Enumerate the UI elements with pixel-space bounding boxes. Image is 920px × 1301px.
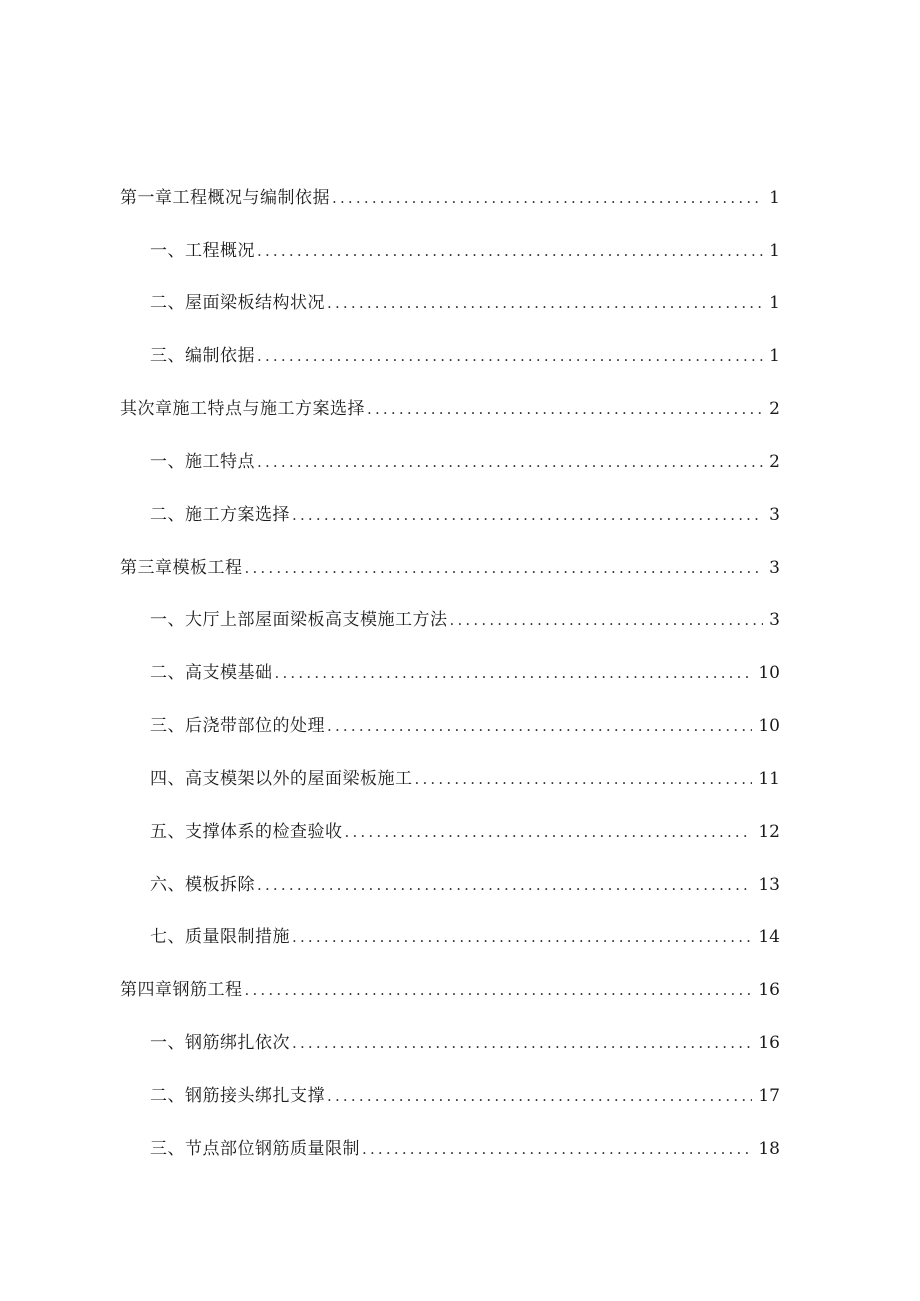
toc-entry-page: 13 [758, 875, 780, 895]
toc-entry[interactable] [120, 184, 780, 212]
toc-dot-leader [327, 712, 752, 740]
toc-entry-title: 一、大厅上部屋面梁板高支模施工方法 [150, 610, 448, 630]
toc-entry-title: 五、支撑体系的检查验收 [150, 822, 343, 842]
toc-entry-page: 16 [758, 1033, 780, 1053]
toc-dot-leader [327, 1082, 752, 1110]
toc-entry[interactable] [150, 765, 780, 793]
toc-entry-page: 3 [769, 505, 780, 525]
toc-dot-leader [450, 606, 764, 634]
toc-dot-leader [327, 289, 763, 317]
toc-entry[interactable] [150, 1029, 780, 1057]
toc-entry[interactable] [150, 289, 780, 317]
toc-entry-title: 四、高支模架以外的屋面梁板施工 [150, 769, 413, 789]
toc-entry-page: 17 [758, 1086, 780, 1106]
toc-entry-title: 三、编制依据 [150, 346, 255, 366]
toc-entry-title: 第四章钢筋工程 [120, 980, 243, 1000]
toc-entry-page: 11 [758, 769, 780, 789]
toc-entry[interactable] [150, 923, 780, 951]
toc-entry-title: 七、质量限制措施 [150, 927, 290, 947]
toc-dot-leader [257, 237, 763, 265]
toc-entry-title: 二、屋面梁板结构状况 [150, 293, 325, 313]
toc-dot-leader [245, 976, 753, 1004]
toc-entry-title: 一、钢筋绑扎依次 [150, 1033, 290, 1053]
toc-dot-leader [292, 1029, 752, 1057]
toc-entry[interactable] [120, 395, 780, 423]
toc-entry-page: 2 [769, 399, 780, 419]
toc-entry-page: 1 [769, 241, 780, 261]
toc-entry-title: 三、节点部位钢筋质量限制 [150, 1139, 360, 1159]
toc-entry-page: 10 [758, 716, 780, 736]
toc-entry[interactable] [150, 1082, 780, 1110]
toc-entry[interactable] [150, 606, 780, 634]
toc-entry-title: 二、高支模基础 [150, 663, 273, 683]
toc-dot-leader [257, 342, 763, 370]
toc-entry-title: 二、施工方案选择 [150, 505, 290, 525]
toc-entry[interactable] [150, 871, 780, 899]
toc-dot-leader [292, 501, 763, 529]
toc-entry[interactable] [120, 554, 780, 582]
toc-dot-leader [362, 1135, 752, 1163]
toc-dot-leader [367, 395, 763, 423]
toc-entry-page: 10 [758, 663, 780, 683]
toc-entry[interactable] [150, 501, 780, 529]
toc-entry[interactable] [150, 659, 780, 687]
toc-dot-leader [257, 871, 752, 899]
toc-entry[interactable] [150, 342, 780, 370]
toc-entry-page: 3 [769, 558, 780, 578]
toc-entry-title: 其次章施工特点与施工方案选择 [120, 399, 365, 419]
toc-entry-title: 六、模板拆除 [150, 875, 255, 895]
toc-entry[interactable] [120, 976, 780, 1004]
toc-entry[interactable] [150, 712, 780, 740]
toc-entry-title: 一、工程概况 [150, 241, 255, 261]
toc-entry-title: 三、后浇带部位的处理 [150, 716, 325, 736]
toc-entry-page: 1 [769, 188, 780, 208]
toc-dot-leader [345, 818, 753, 846]
toc-entry-page: 18 [758, 1139, 780, 1159]
toc-entry-title: 一、施工特点 [150, 452, 255, 472]
toc-entry-page: 3 [769, 610, 780, 630]
toc-dot-leader [292, 923, 752, 951]
toc-entry[interactable] [150, 448, 780, 476]
toc-dot-leader [332, 184, 763, 212]
toc-entry-title: 第三章模板工程 [120, 558, 243, 578]
toc-entry-page: 12 [758, 822, 780, 842]
toc-entry-title: 二、钢筋接头绑扎支撑 [150, 1086, 325, 1106]
toc-dot-leader [415, 765, 753, 793]
toc-dot-leader [257, 448, 763, 476]
toc-dot-leader [245, 554, 764, 582]
toc-entry[interactable] [150, 1135, 780, 1163]
toc-dot-leader [275, 659, 753, 687]
toc-entry[interactable] [150, 818, 780, 846]
toc-entry[interactable] [150, 237, 780, 265]
toc-entry-page: 1 [769, 293, 780, 313]
toc-entry-title: 第一章工程概况与编制依据 [120, 188, 330, 208]
toc-entry-page: 14 [758, 927, 780, 947]
toc-entry-page: 1 [769, 346, 780, 366]
toc-entry-page: 2 [769, 452, 780, 472]
toc-entry-page: 16 [758, 980, 780, 1000]
